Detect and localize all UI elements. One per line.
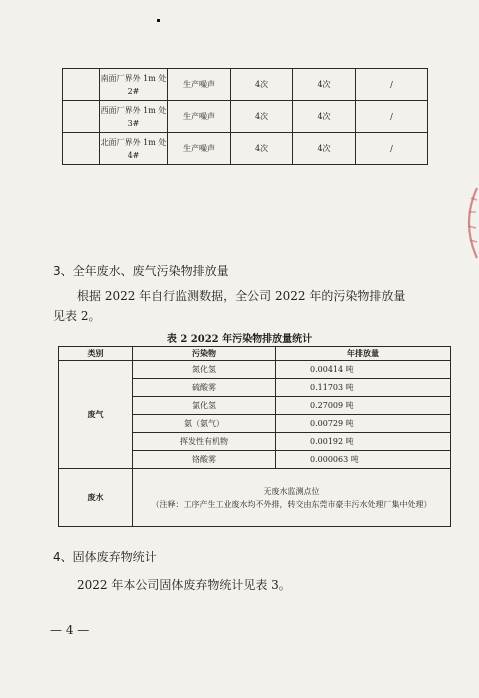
section-3-paragraph-line1: 根据 2022 年自行监测数据，全公司 2022 年的污染物排放量 <box>77 289 406 303</box>
wastewater-note-cell: 无废水监测点位 （注释：工序产生工业废水均不外排，转交由东莞市豪丰污水处理厂集中处理） <box>133 469 451 527</box>
column-header: 污染物 <box>133 347 276 361</box>
amount-cell: 0.00729 吨 <box>276 415 451 433</box>
section-4-paragraph: 2022 年本公司固体废弃物统计见表 3。 <box>77 578 291 592</box>
pollutant-cell: 氮化氢 <box>133 361 276 379</box>
amount-cell: 0.11703 吨 <box>276 379 451 397</box>
pollutant-emission-table <box>58 346 451 527</box>
pollutant-cell: 挥发性有机物 <box>133 433 276 451</box>
column-header: 类别 <box>59 347 133 361</box>
monitoring-table-continued <box>62 68 428 165</box>
page-number: — 4 — <box>50 623 90 637</box>
table-header-row <box>59 347 451 361</box>
table-row <box>63 101 428 133</box>
table-2-caption: 表 2 2022 年污染物排放量统计 <box>166 334 313 345</box>
remark-cell: / <box>356 101 428 133</box>
table-row <box>59 469 451 527</box>
pollutant-cell: 硫酸雾 <box>133 379 276 397</box>
category-cell: 废水 <box>59 469 133 527</box>
category-cell: 废气 <box>59 361 133 469</box>
table-row <box>63 69 428 101</box>
frequency-cell: 4次 <box>231 69 293 101</box>
seal-stamp-fragment <box>455 184 479 262</box>
amount-cell: 0.27009 吨 <box>276 397 451 415</box>
table-row <box>63 133 428 165</box>
pollutant-cell: 铬酸雾 <box>133 451 276 469</box>
pollutant-cell: 氯化氢 <box>133 397 276 415</box>
amount-cell: 0.00414 吨 <box>276 361 451 379</box>
section-4-heading: 4、固体废弃物统计 <box>53 550 157 564</box>
location-cell: 北面厂界外 1m 处 4# <box>100 133 168 165</box>
item-cell: 生产噪声 <box>168 69 231 101</box>
item-cell: 生产噪声 <box>168 133 231 165</box>
section-3-heading: 3、全年废水、废气污染物排放量 <box>53 264 229 278</box>
remark-cell: / <box>356 69 428 101</box>
remark-cell: / <box>356 133 428 165</box>
pollutant-cell: 氨（氨气） <box>133 415 276 433</box>
item-cell: 生产噪声 <box>168 101 231 133</box>
table-row <box>59 361 451 379</box>
frequency-cell: 4次 <box>231 101 293 133</box>
amount-cell: 0.000063 吨 <box>276 451 451 469</box>
frequency-cell: 4次 <box>293 69 356 101</box>
section-3-paragraph-line2: 见表 2。 <box>53 309 101 323</box>
frequency-cell: 4次 <box>231 133 293 165</box>
ink-dot <box>157 19 160 22</box>
amount-cell: 0.00192 吨 <box>276 433 451 451</box>
location-cell: 西面厂界外 1m 处 3# <box>100 101 168 133</box>
frequency-cell: 4次 <box>293 101 356 133</box>
frequency-cell: 4次 <box>293 133 356 165</box>
column-header: 年排放量 <box>276 347 451 361</box>
location-cell: 南面厂界外 1m 处 2# <box>100 69 168 101</box>
